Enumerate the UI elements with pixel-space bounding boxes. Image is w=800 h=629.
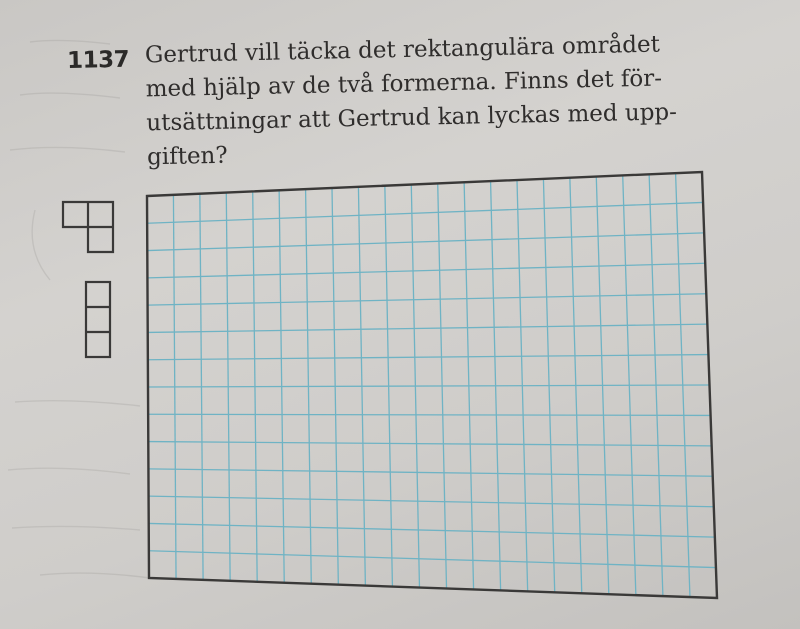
l-shape-piece (63, 202, 113, 252)
grid-row-line (149, 523, 715, 537)
grid-row-line (149, 496, 714, 507)
grid-row-line (148, 324, 708, 332)
exercise-line: giften? (146, 142, 228, 171)
grid-row-line (147, 202, 703, 223)
exercise-number: 1137 (66, 46, 130, 74)
grid-row-line (148, 385, 710, 387)
exercise-line: med hjälp av de två formerna. Finns det för- (145, 65, 663, 103)
grid-row-line (148, 414, 710, 415)
grid-row-line (148, 294, 707, 305)
grid-row-line (148, 355, 709, 360)
grid-row-line (148, 469, 712, 476)
exercise-line: Gertrud vill täcka det rektangulära området (144, 31, 661, 69)
grid-row-line (147, 233, 704, 251)
exercise-line: utsättningar att Gertrud kan lyckas med upp- (146, 99, 678, 137)
grid-row-line (149, 551, 716, 568)
rectangular-grid (147, 172, 717, 598)
grid-row-line (148, 442, 711, 446)
grid-row-line (147, 263, 705, 278)
straight-piece (86, 282, 110, 357)
